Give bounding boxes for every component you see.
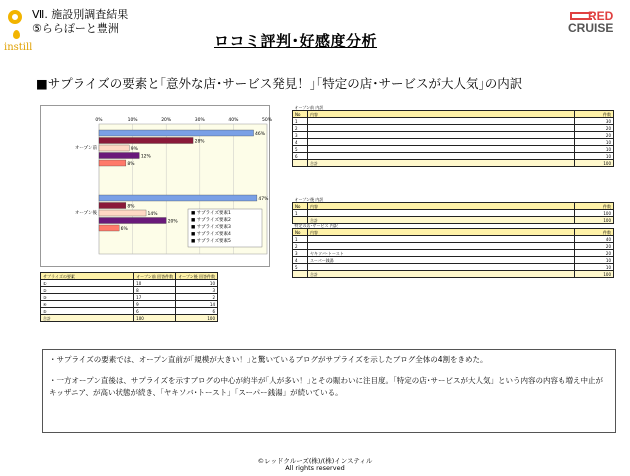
bar bbox=[99, 160, 126, 166]
bar-value-label: 8% bbox=[127, 204, 135, 210]
table-title: 特定の店･サービス 内訳 bbox=[294, 222, 338, 228]
table-row bbox=[293, 139, 614, 146]
table-cell: ① bbox=[41, 280, 134, 287]
table-cell: 100 bbox=[575, 217, 614, 224]
table-cell: 2 bbox=[293, 125, 308, 132]
legend-entry: ■ サプライズ要素5 bbox=[191, 239, 231, 244]
bar-value-label: 14% bbox=[147, 212, 158, 217]
table-cell: 10 bbox=[575, 153, 614, 160]
page-title: ロコミ評判･好感度分析 bbox=[214, 32, 378, 50]
logo-text: instill bbox=[4, 42, 33, 53]
drop-icon bbox=[13, 30, 20, 39]
table-cell bbox=[308, 146, 575, 153]
bar-value-label: 12% bbox=[140, 154, 151, 160]
table-cell: 100 bbox=[134, 315, 176, 322]
bar-value-label: 9% bbox=[130, 147, 138, 152]
table-cell: 件数 bbox=[575, 111, 614, 118]
table-row bbox=[293, 210, 614, 217]
x-tick-label: 40% bbox=[228, 118, 239, 123]
table-cell: 合計 bbox=[308, 217, 575, 224]
bar bbox=[99, 203, 126, 209]
table-cell: 100 bbox=[176, 315, 218, 322]
bar bbox=[99, 218, 166, 224]
table-cell: ③ bbox=[41, 294, 134, 301]
legend-entry: ■ サプライズ要素1 bbox=[191, 211, 231, 216]
table-cell: 件数 bbox=[575, 229, 614, 236]
table-cell: 17 bbox=[134, 294, 176, 301]
table-cell: 3 bbox=[293, 250, 308, 257]
x-tick-label: 0% bbox=[95, 118, 103, 123]
table-row bbox=[293, 153, 614, 160]
bar-value-label: 6% bbox=[120, 227, 128, 232]
table-cell: ⑤ bbox=[41, 308, 134, 315]
col-header-before: オープン前 回答件数 bbox=[134, 273, 176, 280]
table-row bbox=[41, 287, 218, 294]
table-cell: 件数 bbox=[575, 203, 614, 210]
table-cell: 10 bbox=[575, 146, 614, 153]
table-row bbox=[293, 146, 614, 153]
brand-line-2: CRUISE bbox=[568, 21, 614, 35]
table-cell: 合計 bbox=[308, 160, 575, 167]
x-tick-label: 30% bbox=[194, 118, 205, 123]
table-cell: 2 bbox=[293, 243, 308, 250]
table-cell: 10 bbox=[575, 257, 614, 264]
note-paragraph-1: ・サプライズの要素では、オープン直前が｢規模が大きい！｣と驚いているブログがサプライズを示したブログ全体の4割をきめた。 bbox=[49, 355, 488, 364]
bar-value-label: 46% bbox=[255, 132, 266, 137]
table-row bbox=[293, 250, 614, 257]
table-cell: No bbox=[293, 229, 308, 236]
bar-value-label: 47% bbox=[258, 197, 269, 202]
brand-logo bbox=[568, 10, 613, 34]
legend-entry: ■ サプライズ要素4 bbox=[191, 232, 231, 237]
table-cell: 4 bbox=[293, 257, 308, 264]
table-cell: スーパー銭湯 bbox=[308, 257, 575, 264]
table-cell bbox=[308, 139, 575, 146]
table-row bbox=[293, 243, 614, 250]
table-row bbox=[41, 280, 218, 287]
table-cell: 内容 bbox=[308, 229, 575, 236]
table-cell: 3 bbox=[176, 287, 218, 294]
table-cell: No bbox=[293, 111, 308, 118]
table-cell bbox=[308, 132, 575, 139]
table-row bbox=[293, 132, 614, 139]
table-cell: ④ bbox=[41, 301, 134, 308]
table-cell: 6 bbox=[293, 153, 308, 160]
table-cell bbox=[308, 264, 575, 271]
note-paragraph-2: ・一方オープン直後は、サプライズを示すブログの中心が約半が｢人が多い！｣とその賑わいに注目度。「特定の店･サービスが大人気」という内容の内容も増え中止がキッザニア、が高い状態が続き、「ヤキソバ･トースト」「スーパー銭湯」が続いている。 bbox=[49, 376, 604, 397]
bar bbox=[99, 138, 193, 144]
table-cell: ヤキソバ･トースト bbox=[308, 250, 575, 257]
table-cell: 30 bbox=[575, 118, 614, 125]
group-label: オープン後 bbox=[74, 210, 97, 216]
table-cell bbox=[293, 271, 308, 278]
table-row bbox=[293, 229, 614, 236]
table-cell: 3 bbox=[293, 132, 308, 139]
breadcrumb-section: Ⅶ. 施設別調査結果 bbox=[32, 8, 129, 21]
table-cell: 5 bbox=[293, 146, 308, 153]
breakdown-table-3 bbox=[292, 222, 614, 278]
table-row bbox=[293, 271, 614, 278]
col-header-element: サプライズの要素 bbox=[41, 273, 134, 280]
table-cell bbox=[308, 243, 575, 250]
table-cell: 14 bbox=[176, 301, 218, 308]
rights-notice: All rights reserved bbox=[285, 464, 345, 472]
table-cell: 40 bbox=[575, 236, 614, 243]
table-row bbox=[293, 236, 614, 243]
col-header-after: オープン後 回答件数 bbox=[176, 273, 218, 280]
table-cell: 内容 bbox=[308, 203, 575, 210]
table-row bbox=[293, 125, 614, 132]
table-cell: ② bbox=[41, 287, 134, 294]
table-cell: 100 bbox=[575, 160, 614, 167]
table-cell: 合計 bbox=[41, 315, 134, 322]
table-cell: 100 bbox=[575, 210, 614, 217]
table-cell bbox=[308, 118, 575, 125]
table-cell: 6 bbox=[134, 308, 176, 315]
table-cell: No bbox=[293, 203, 308, 210]
instill-logo-icon bbox=[8, 10, 22, 24]
table-cell bbox=[308, 236, 575, 243]
bar bbox=[99, 130, 254, 136]
table-row bbox=[293, 257, 614, 264]
breakdown-table-2 bbox=[292, 196, 614, 224]
table-cell: 100 bbox=[575, 271, 614, 278]
table-row bbox=[293, 118, 614, 125]
surprise-count-table bbox=[40, 272, 218, 322]
table-cell bbox=[308, 125, 575, 132]
section-subtitle: ■サプライズの要素と｢意外な店･サービス発見！｣｢特定の店･サービスが大人気｣の内訳 bbox=[36, 76, 523, 91]
table-cell: 1 bbox=[293, 210, 308, 217]
table-cell: 内容 bbox=[308, 111, 575, 118]
bar bbox=[99, 153, 139, 159]
brand-line-1: RED bbox=[588, 9, 614, 23]
table-row bbox=[41, 294, 218, 301]
table-cell: 6 bbox=[176, 308, 218, 315]
table-cell: 2 bbox=[176, 294, 218, 301]
bar-value-label: 28% bbox=[194, 139, 205, 145]
table-cell: 10 bbox=[575, 139, 614, 146]
bar bbox=[99, 195, 257, 201]
analysis-notes bbox=[42, 349, 616, 433]
table-cell: 1 bbox=[293, 236, 308, 243]
table-row bbox=[41, 301, 218, 308]
table-cell bbox=[308, 153, 575, 160]
table-cell: 4 bbox=[293, 139, 308, 146]
table-row bbox=[41, 308, 218, 315]
table-cell bbox=[293, 160, 308, 167]
table-row bbox=[293, 203, 614, 210]
table-cell: 8 bbox=[134, 287, 176, 294]
table-cell: 9 bbox=[134, 301, 176, 308]
table-cell: 5 bbox=[293, 264, 308, 271]
x-tick-label: 10% bbox=[127, 118, 138, 123]
table-cell bbox=[308, 210, 575, 217]
table-cell: 合計 bbox=[308, 271, 575, 278]
surprise-element-chart bbox=[40, 105, 273, 267]
bar-chart-svg bbox=[41, 106, 273, 266]
legend-entry: ■ サプライズ要素2 bbox=[191, 218, 231, 223]
table-cell: 20 bbox=[575, 132, 614, 139]
table-cell: 10 bbox=[575, 264, 614, 271]
table-cell: 10 bbox=[176, 280, 218, 287]
group-label: オープン前 bbox=[74, 145, 97, 151]
table-cell: 20 bbox=[575, 243, 614, 250]
legend-entry: ■ サプライズ要素3 bbox=[191, 225, 231, 230]
table-row bbox=[293, 111, 614, 118]
bar bbox=[99, 210, 146, 216]
table-cell: 10 bbox=[134, 280, 176, 287]
table-row bbox=[293, 160, 614, 167]
table-row bbox=[293, 264, 614, 271]
copyright: ©レッドクルーズ(株)/(株)インスティル bbox=[257, 457, 373, 465]
table-title: オープン後 内訳 bbox=[294, 196, 324, 202]
bar bbox=[99, 225, 119, 231]
bar-value-label: 20% bbox=[167, 219, 178, 225]
table-cell: 20 bbox=[575, 125, 614, 132]
table-title: オープン前 内訳 bbox=[294, 104, 324, 110]
table-cell: 20 bbox=[575, 250, 614, 257]
table-cell: 1 bbox=[293, 118, 308, 125]
breakdown-table-1 bbox=[292, 104, 614, 167]
table-row bbox=[41, 315, 218, 322]
x-tick-label: 20% bbox=[161, 118, 172, 123]
bar bbox=[99, 145, 129, 151]
breadcrumb-facility: ⑤ららぽーと豊洲 bbox=[32, 22, 119, 35]
bar-value-label: 8% bbox=[127, 162, 135, 167]
x-tick-label: 50% bbox=[261, 118, 273, 123]
